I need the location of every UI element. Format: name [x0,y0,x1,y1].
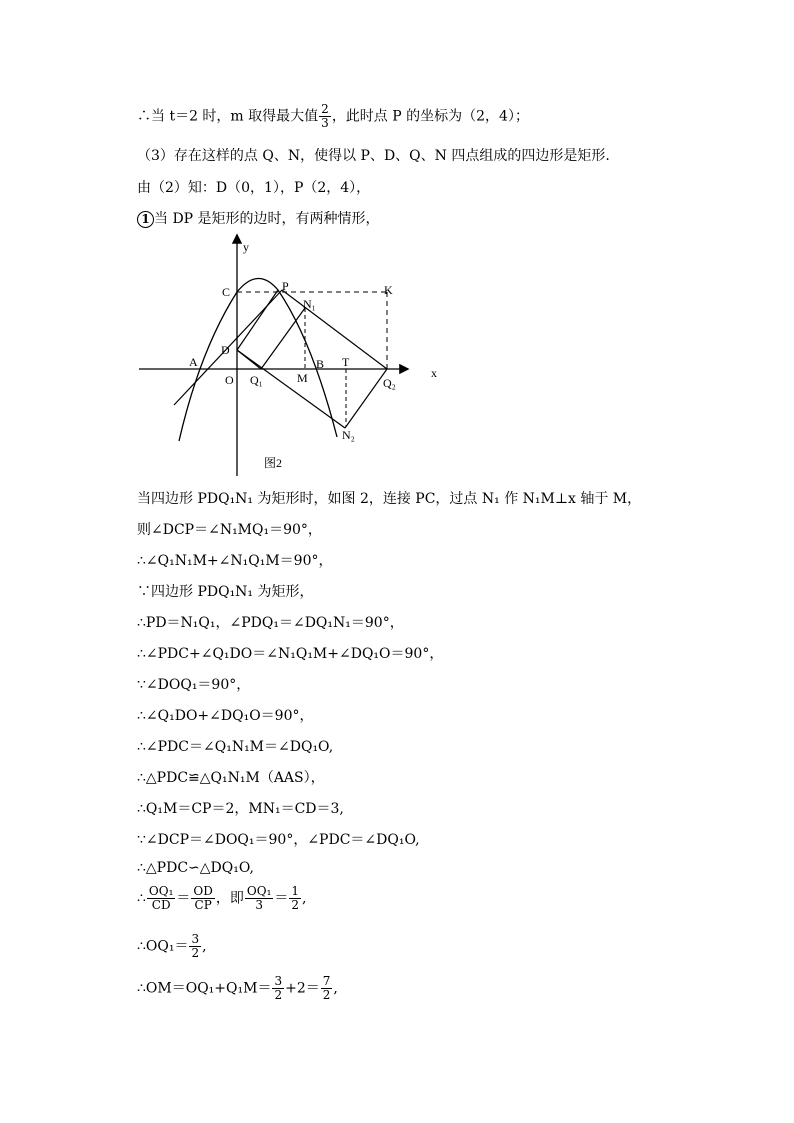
line-max-value [137,103,529,130]
line-q1m: ∴Q₁M＝CP＝2，MN₁＝CD＝3, [137,801,344,817]
line-angle-sum2: ∴∠PDC+∠Q₁DO＝∠N₁Q₁M+∠DQ₁O＝90°， [137,646,444,662]
text: ∴当 t＝2 时，m 取得最大值 [137,108,319,125]
line-om: ∴OM＝OQ₁+Q₁M＝ $\frac{3}{2}$ +2＝ $\frac{7}{2}$ , [137,974,338,1002]
line-d-c [237,290,278,350]
fraction: $\frac{3}{2}$ [274,974,283,1002]
label-n2: N₂ [342,428,355,442]
line-congruent: ∴△PDC≌△Q₁N₁M（AAS）， [137,770,325,786]
fraction: $\frac{2}{3}$ [321,102,329,130]
label-d: D [221,343,230,357]
line-q2-n2 [345,369,387,428]
label-m: M [297,371,308,385]
label-q2: Q₂ [383,376,396,390]
line-part3: （3）存在这样的点 Q、N，使得以 P、D、Q、N 四点组成的四边形是矩形. [137,148,610,164]
fraction: $\frac{OD}{CP}$ [193,884,213,912]
geometry-figure [137,230,457,478]
label-t: T [342,355,350,369]
line-angle-sum3: ∴∠Q₁DO+∠DQ₁O＝90°， [137,708,314,724]
line-angle-equal: ∴∠PDC＝∠Q₁N₁M＝∠DQ₁O, [137,739,334,755]
line-oq1: ∴OQ₁＝ $\frac{3}{2}$ , [137,932,207,960]
label-a: A [189,355,198,369]
label-q1: Q₁ [250,373,263,387]
line-p-q2 [282,290,387,369]
line-angle-dcp: 则∠DCP＝∠N₁MQ₁＝90°， [137,522,322,538]
line-known: 由（2）知：D（0，1），P（2，4）， [137,180,371,196]
fraction: $\frac{3}{2}$ [191,932,200,960]
label-o: O [225,373,234,387]
label-k: K [384,283,393,297]
fraction: $\frac{7}{2}$ [322,974,331,1002]
line-doq1: ∵∠DOQ₁＝90°， [137,677,251,693]
circled-number: 1 [137,211,154,228]
line-since-angles: ∵∠DCP＝∠DOQ₁＝90°，∠PDC＝∠DQ₁O, [137,832,420,848]
label-p: P [282,279,289,293]
text: ，此时点 P 的坐标为（2，4）； [331,108,529,125]
line-pd-eq: ∴PD＝N₁Q₁，∠PDQ₁＝∠DQ₁N₁＝90°， [137,615,404,631]
label-n1: N₁ [303,297,316,311]
line-case1: 1 当 DP 是矩形的边时，有两种情形， [137,208,380,228]
fraction: $\frac{\text{OQ₁}}{3}$ [246,884,272,912]
line-d-q2 [237,350,345,428]
line-similar: ∴△PDC∽△DQ₁O, [137,860,254,876]
line-rect-pdq1n1: 当四边形 PDQ₁N₁ 为矩形时，如图 2，连接 PC，过点 N₁ 作 N₁M⊥x 轴于 M， [137,491,642,507]
line-ratio: ∴ $\frac{\text{OQ₁}}{CD}$ ＝ $\frac{OD}{CP}$ ，即 $\frac{\text{OQ₁}}{3}$ ＝ $\frac{1}{2}$ , [137,884,307,912]
line-angle-sum1: ∴∠Q₁N₁M+∠N₁Q₁M＝90°， [137,553,333,569]
fraction: $\frac{\text{OQ₁}}{CD}$ [148,884,174,912]
label-y: y [243,240,249,254]
label-c: C [222,285,231,299]
fraction: $\frac{1}{2}$ [291,884,300,912]
label-b: B [316,357,325,371]
line-since-rect: ∵四边形 PDQ₁N₁ 为矩形， [137,584,314,600]
line-q1-n1 [261,308,305,369]
figure-caption: 图2 [264,456,283,470]
label-x: x [431,366,437,380]
